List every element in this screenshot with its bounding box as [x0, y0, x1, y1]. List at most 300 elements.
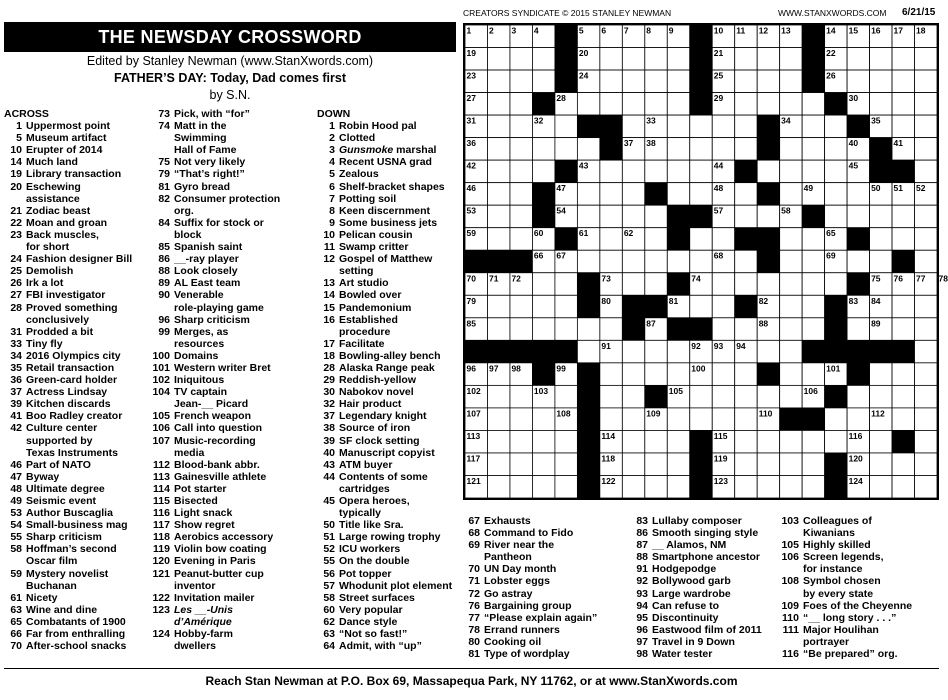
grid-cell[interactable]: [622, 408, 644, 431]
grid-cell[interactable]: [600, 385, 622, 408]
grid-cell[interactable]: [532, 318, 554, 341]
grid-cell[interactable]: [645, 363, 667, 386]
grid-cell[interactable]: [577, 250, 599, 273]
grid-cell[interactable]: [802, 115, 824, 138]
grid-cell[interactable]: [780, 138, 802, 161]
grid-cell[interactable]: [510, 318, 532, 341]
grid-cell[interactable]: [892, 295, 914, 318]
grid-cell[interactable]: [577, 318, 599, 341]
grid-cell[interactable]: [690, 183, 712, 206]
grid-cell[interactable]: [487, 48, 509, 71]
grid-cell[interactable]: [735, 453, 757, 476]
grid-cell[interactable]: [892, 93, 914, 116]
grid-cell[interactable]: [712, 115, 734, 138]
grid-cell[interactable]: [532, 138, 554, 161]
grid-cell[interactable]: [915, 250, 937, 273]
grid-cell[interactable]: [847, 250, 869, 273]
grid-cell[interactable]: [892, 205, 914, 228]
grid-cell[interactable]: [802, 160, 824, 183]
grid-cell[interactable]: [802, 93, 824, 116]
grid-cell[interactable]: [915, 453, 937, 476]
grid-cell[interactable]: [915, 115, 937, 138]
grid-cell[interactable]: [577, 205, 599, 228]
grid-cell[interactable]: [892, 453, 914, 476]
grid-cell[interactable]: [712, 273, 734, 296]
grid-cell[interactable]: [735, 250, 757, 273]
clue-number: [4, 193, 26, 205]
grid-cell[interactable]: [780, 385, 802, 408]
grid-cell[interactable]: [600, 93, 622, 116]
grid-cell[interactable]: [667, 363, 689, 386]
grid-cell[interactable]: [780, 228, 802, 251]
clue-text: Kiwanians: [803, 527, 855, 540]
grid-cell[interactable]: [600, 183, 622, 206]
grid-cell[interactable]: [757, 205, 779, 228]
grid-cell[interactable]: [510, 205, 532, 228]
grid-cell[interactable]: [780, 183, 802, 206]
grid-cell[interactable]: [870, 70, 892, 93]
grid-cell[interactable]: [915, 138, 937, 161]
grid-cell[interactable]: [487, 408, 509, 431]
grid-cell[interactable]: [892, 318, 914, 341]
clue-row: [781, 539, 941, 551]
grid-cell[interactable]: [532, 295, 554, 318]
clue-number: 45: [323, 495, 335, 507]
grid-cell[interactable]: [487, 453, 509, 476]
grid-cell[interactable]: [667, 430, 689, 453]
grid-cell[interactable]: [915, 48, 937, 71]
grid-cell[interactable]: [735, 363, 757, 386]
grid-cell[interactable]: [757, 475, 779, 498]
grid-cell[interactable]: [487, 385, 509, 408]
grid-cell[interactable]: [487, 115, 509, 138]
black-square: [847, 363, 869, 386]
grid-cell[interactable]: [915, 228, 937, 251]
grid-cell[interactable]: [780, 430, 802, 453]
grid-cell[interactable]: [915, 318, 937, 341]
grid-cell[interactable]: [915, 205, 937, 228]
grid-number: 4: [533, 25, 539, 36]
grid-cell[interactable]: [487, 70, 509, 93]
grid-cell[interactable]: [780, 250, 802, 273]
grid-cell[interactable]: [600, 228, 622, 251]
grid-cell[interactable]: [555, 475, 577, 498]
clue-text: Pelican cousin: [339, 228, 413, 241]
clue-number: 20: [10, 180, 22, 193]
grid-cell[interactable]: [577, 183, 599, 206]
grid-cell[interactable]: [735, 318, 757, 341]
clue-text: Merges, as: [174, 325, 229, 338]
grid-cell[interactable]: [847, 70, 869, 93]
clue-row: [317, 495, 467, 507]
clue-row: [152, 156, 312, 168]
grid-cell[interactable]: [510, 183, 532, 206]
grid-cell[interactable]: [532, 70, 554, 93]
grid-cell[interactable]: [780, 48, 802, 71]
grid-cell[interactable]: [825, 160, 847, 183]
grid-cell[interactable]: [915, 385, 937, 408]
grid-cell[interactable]: [600, 363, 622, 386]
clue-number: 40: [323, 446, 335, 459]
grid-cell[interactable]: [645, 160, 667, 183]
grid-cell[interactable]: [712, 228, 734, 251]
grid-cell[interactable]: [487, 318, 509, 341]
grid-cell[interactable]: [487, 205, 509, 228]
clue-row: [4, 483, 162, 495]
grid-cell[interactable]: [510, 70, 532, 93]
grid-cell[interactable]: [735, 48, 757, 71]
grid-cell[interactable]: [802, 318, 824, 341]
grid-cell[interactable]: [757, 48, 779, 71]
grid-cell[interactable]: [510, 475, 532, 498]
grid-cell[interactable]: [487, 138, 509, 161]
grid-cell[interactable]: [577, 93, 599, 116]
clue-text: Keen discernment: [339, 204, 431, 217]
grid-cell[interactable]: [802, 475, 824, 498]
grid-cell[interactable]: [645, 228, 667, 251]
grid-cell[interactable]: [870, 453, 892, 476]
grid-cell[interactable]: [487, 295, 509, 318]
grid-cell[interactable]: [645, 340, 667, 363]
grid-cell[interactable]: [892, 408, 914, 431]
grid-cell[interactable]: [510, 295, 532, 318]
grid-cell[interactable]: [735, 475, 757, 498]
grid-cell[interactable]: [757, 160, 779, 183]
grid-cell[interactable]: [690, 228, 712, 251]
grid-cell[interactable]: [825, 183, 847, 206]
grid-cell[interactable]: [510, 93, 532, 116]
grid-cell[interactable]: [510, 115, 532, 138]
grid-cell[interactable]: [555, 138, 577, 161]
grid-cell[interactable]: [667, 250, 689, 273]
grid-cell[interactable]: [690, 115, 712, 138]
clue-number: 88: [636, 551, 648, 564]
grid-cell[interactable]: [645, 70, 667, 93]
crossword-grid[interactable]: [463, 23, 948, 500]
grid-cell[interactable]: [757, 273, 779, 296]
grid-cell[interactable]: [600, 318, 622, 341]
grid-cell[interactable]: [780, 273, 802, 296]
grid-cell[interactable]: [622, 205, 644, 228]
grid-cell[interactable]: [577, 340, 599, 363]
clue-text: Uppermost point: [26, 120, 110, 133]
grid-number: 5: [578, 25, 584, 36]
grid-cell[interactable]: [780, 475, 802, 498]
grid-cell[interactable]: [487, 183, 509, 206]
grid-cell[interactable]: [510, 385, 532, 408]
grid-cell[interactable]: [690, 138, 712, 161]
grid-cell[interactable]: [622, 115, 644, 138]
grid-cell[interactable]: [690, 408, 712, 431]
grid-cell[interactable]: [780, 318, 802, 341]
grid-cell[interactable]: [645, 273, 667, 296]
grid-cell[interactable]: [622, 340, 644, 363]
grid-cell[interactable]: [825, 273, 847, 296]
grid-cell[interactable]: [892, 115, 914, 138]
clue-number: 14: [323, 289, 335, 302]
grid-cell[interactable]: [555, 430, 577, 453]
grid-cell[interactable]: [645, 475, 667, 498]
black-square: [825, 93, 847, 116]
grid-cell[interactable]: [735, 183, 757, 206]
grid-cell[interactable]: [532, 48, 554, 71]
grid-cell[interactable]: [870, 228, 892, 251]
grid-cell[interactable]: [510, 408, 532, 431]
clue-text: Gospel of Matthew: [339, 253, 433, 266]
grid-cell[interactable]: [802, 273, 824, 296]
grid-cell[interactable]: [645, 205, 667, 228]
grid-cell[interactable]: [780, 93, 802, 116]
grid-cell[interactable]: [735, 93, 757, 116]
clue-number: 23: [10, 228, 22, 241]
grid-cell[interactable]: [510, 160, 532, 183]
clue-row: [4, 156, 162, 168]
clue-number: [152, 302, 174, 314]
grid-cell[interactable]: [532, 160, 554, 183]
grid-cell[interactable]: [510, 453, 532, 476]
grid-cell[interactable]: [645, 48, 667, 71]
grid-number: 19: [466, 48, 476, 59]
grid-number: 25: [713, 70, 724, 81]
grid-cell[interactable]: [735, 70, 757, 93]
grid-cell[interactable]: [757, 93, 779, 116]
grid-cell[interactable]: [802, 228, 824, 251]
grid-cell[interactable]: [690, 160, 712, 183]
grid-cell[interactable]: [667, 115, 689, 138]
grid-cell[interactable]: [600, 408, 622, 431]
grid-cell[interactable]: [667, 340, 689, 363]
black-square: [645, 385, 667, 408]
grid-cell[interactable]: [892, 363, 914, 386]
grid-cell[interactable]: [577, 138, 599, 161]
clue-number: 63: [10, 603, 22, 616]
grid-cell[interactable]: [645, 250, 667, 273]
grid-cell[interactable]: [622, 363, 644, 386]
grid-cell[interactable]: [667, 48, 689, 71]
clue-row: [4, 495, 162, 507]
clue-text: Nabokov novel: [339, 386, 414, 399]
grid-cell[interactable]: [870, 430, 892, 453]
grid-cell[interactable]: [915, 363, 937, 386]
grid-cell[interactable]: [667, 138, 689, 161]
grid-cell[interactable]: [757, 70, 779, 93]
grid-cell[interactable]: [870, 48, 892, 71]
grid-cell[interactable]: [712, 363, 734, 386]
grid-cell[interactable]: [847, 318, 869, 341]
clue-text: Prodded a bit: [26, 325, 94, 338]
grid-cell[interactable]: [622, 385, 644, 408]
grid-cell[interactable]: [757, 385, 779, 408]
grid-cell[interactable]: [622, 183, 644, 206]
black-square: [577, 408, 599, 431]
grid-cell[interactable]: [555, 318, 577, 341]
grid-cell[interactable]: [870, 250, 892, 273]
grid-cell[interactable]: [510, 430, 532, 453]
grid-cell[interactable]: [735, 138, 757, 161]
grid-cell[interactable]: [802, 295, 824, 318]
grid-cell[interactable]: [667, 183, 689, 206]
grid-cell[interactable]: [780, 70, 802, 93]
grid-cell[interactable]: [487, 430, 509, 453]
grid-cell[interactable]: [712, 138, 734, 161]
clue-number: 39: [10, 398, 22, 411]
grid-cell[interactable]: [757, 453, 779, 476]
clue-row: [152, 338, 312, 350]
grid-cell[interactable]: [780, 453, 802, 476]
clue-text: Sharp criticism: [174, 313, 250, 326]
clue-text: “Please explain again”: [484, 611, 598, 624]
grid-cell[interactable]: [487, 228, 509, 251]
grid-cell[interactable]: [757, 430, 779, 453]
grid-cell[interactable]: [600, 160, 622, 183]
grid-cell[interactable]: [712, 295, 734, 318]
grid-cell[interactable]: [555, 115, 577, 138]
grid-cell[interactable]: [892, 475, 914, 498]
grid-cell[interactable]: [802, 363, 824, 386]
grid-cell[interactable]: [532, 273, 554, 296]
grid-cell[interactable]: [510, 48, 532, 71]
grid-cell[interactable]: [802, 430, 824, 453]
grid-cell[interactable]: [622, 93, 644, 116]
grid-cell[interactable]: [892, 48, 914, 71]
grid-cell[interactable]: [555, 295, 577, 318]
grid-cell[interactable]: [667, 93, 689, 116]
grid-cell[interactable]: [712, 318, 734, 341]
grid-cell[interactable]: [915, 475, 937, 498]
grid-cell[interactable]: [780, 363, 802, 386]
clue-text: Much land: [26, 156, 78, 169]
grid-cell[interactable]: [915, 408, 937, 431]
grid-cell[interactable]: [735, 273, 757, 296]
clue-number: 113: [153, 470, 170, 483]
grid-cell[interactable]: [532, 430, 554, 453]
grid-cell[interactable]: [532, 408, 554, 431]
grid-cell[interactable]: [622, 48, 644, 71]
grid-cell[interactable]: [780, 295, 802, 318]
grid-cell[interactable]: [870, 93, 892, 116]
grid-cell[interactable]: [915, 430, 937, 453]
grid-cell[interactable]: [735, 115, 757, 138]
grid-cell[interactable]: [600, 250, 622, 273]
grid-cell[interactable]: [870, 385, 892, 408]
grid-cell[interactable]: [780, 340, 802, 363]
grid-cell[interactable]: [712, 408, 734, 431]
grid-cell[interactable]: [915, 70, 937, 93]
clue-number: 17: [323, 337, 335, 350]
grid-cell[interactable]: [802, 250, 824, 273]
grid-cell[interactable]: [847, 205, 869, 228]
grid-cell[interactable]: [667, 70, 689, 93]
clue-number: 53: [10, 507, 22, 520]
grid-cell[interactable]: [487, 93, 509, 116]
grid-cell[interactable]: [555, 273, 577, 296]
grid-cell[interactable]: [757, 340, 779, 363]
grid-cell[interactable]: [645, 93, 667, 116]
grid-cell[interactable]: [622, 273, 644, 296]
grid-cell[interactable]: [892, 228, 914, 251]
grid-cell[interactable]: [645, 453, 667, 476]
grid-cell[interactable]: [825, 408, 847, 431]
grid-cell[interactable]: [915, 295, 937, 318]
grid-cell[interactable]: [690, 250, 712, 273]
grid-cell[interactable]: [622, 250, 644, 273]
black-square: [847, 228, 869, 251]
grid-cell[interactable]: [532, 475, 554, 498]
grid-cell[interactable]: [847, 48, 869, 71]
grid-cell[interactable]: [915, 340, 937, 363]
grid-cell[interactable]: [555, 385, 577, 408]
grid-cell[interactable]: [847, 385, 869, 408]
clue-text: Large rowing trophy: [339, 531, 441, 544]
grid-cell[interactable]: [915, 160, 937, 183]
grid-cell[interactable]: [622, 453, 644, 476]
grid-cell[interactable]: [690, 295, 712, 318]
grid-cell[interactable]: [667, 475, 689, 498]
grid-cell[interactable]: [735, 408, 757, 431]
grid-cell[interactable]: [825, 115, 847, 138]
grid-number: 33: [646, 115, 656, 126]
grid-cell[interactable]: [825, 138, 847, 161]
grid-cell[interactable]: [600, 205, 622, 228]
grid-cell[interactable]: [487, 160, 509, 183]
grid-cell[interactable]: [735, 205, 757, 228]
grid-cell[interactable]: [870, 363, 892, 386]
grid-cell[interactable]: [870, 205, 892, 228]
clue-text: Large wardrobe: [652, 587, 731, 600]
clue-number: [781, 527, 803, 539]
grid-cell[interactable]: [487, 475, 509, 498]
grid-cell[interactable]: [510, 228, 532, 251]
grid-cell[interactable]: [622, 475, 644, 498]
grid-cell[interactable]: [510, 138, 532, 161]
grid-cell[interactable]: [892, 385, 914, 408]
grid-cell[interactable]: [870, 475, 892, 498]
grid-number: 63: [736, 228, 746, 239]
grid-number: 68: [713, 250, 724, 261]
grid-cell[interactable]: [735, 430, 757, 453]
grid-cell[interactable]: [600, 48, 622, 71]
grid-cell[interactable]: [532, 453, 554, 476]
grid-cell[interactable]: [622, 430, 644, 453]
grid-number: 78: [938, 273, 948, 284]
grid-cell[interactable]: [847, 183, 869, 206]
grid-cell[interactable]: [892, 70, 914, 93]
grid-cell[interactable]: [667, 408, 689, 431]
grid-cell[interactable]: [915, 93, 937, 116]
black-square: [510, 250, 532, 273]
grid-cell[interactable]: [555, 453, 577, 476]
grid-cell[interactable]: [667, 453, 689, 476]
clue-row: [152, 580, 312, 592]
grid-cell[interactable]: [667, 160, 689, 183]
grid-cell[interactable]: [825, 430, 847, 453]
grid-number: 114: [601, 430, 616, 441]
grid-cell[interactable]: [780, 160, 802, 183]
grid-cell[interactable]: [712, 385, 734, 408]
grid-cell[interactable]: [690, 385, 712, 408]
grid-cell[interactable]: [622, 160, 644, 183]
grid-cell[interactable]: [622, 70, 644, 93]
grid-cell[interactable]: [802, 138, 824, 161]
grid-cell[interactable]: [600, 70, 622, 93]
clue-number: 85: [158, 241, 170, 254]
grid-cell[interactable]: [847, 408, 869, 431]
grid-cell[interactable]: [802, 453, 824, 476]
clue-number: 101: [152, 361, 170, 374]
grid-cell[interactable]: [735, 385, 757, 408]
grid-cell[interactable]: [645, 430, 667, 453]
grid-cell[interactable]: [825, 205, 847, 228]
